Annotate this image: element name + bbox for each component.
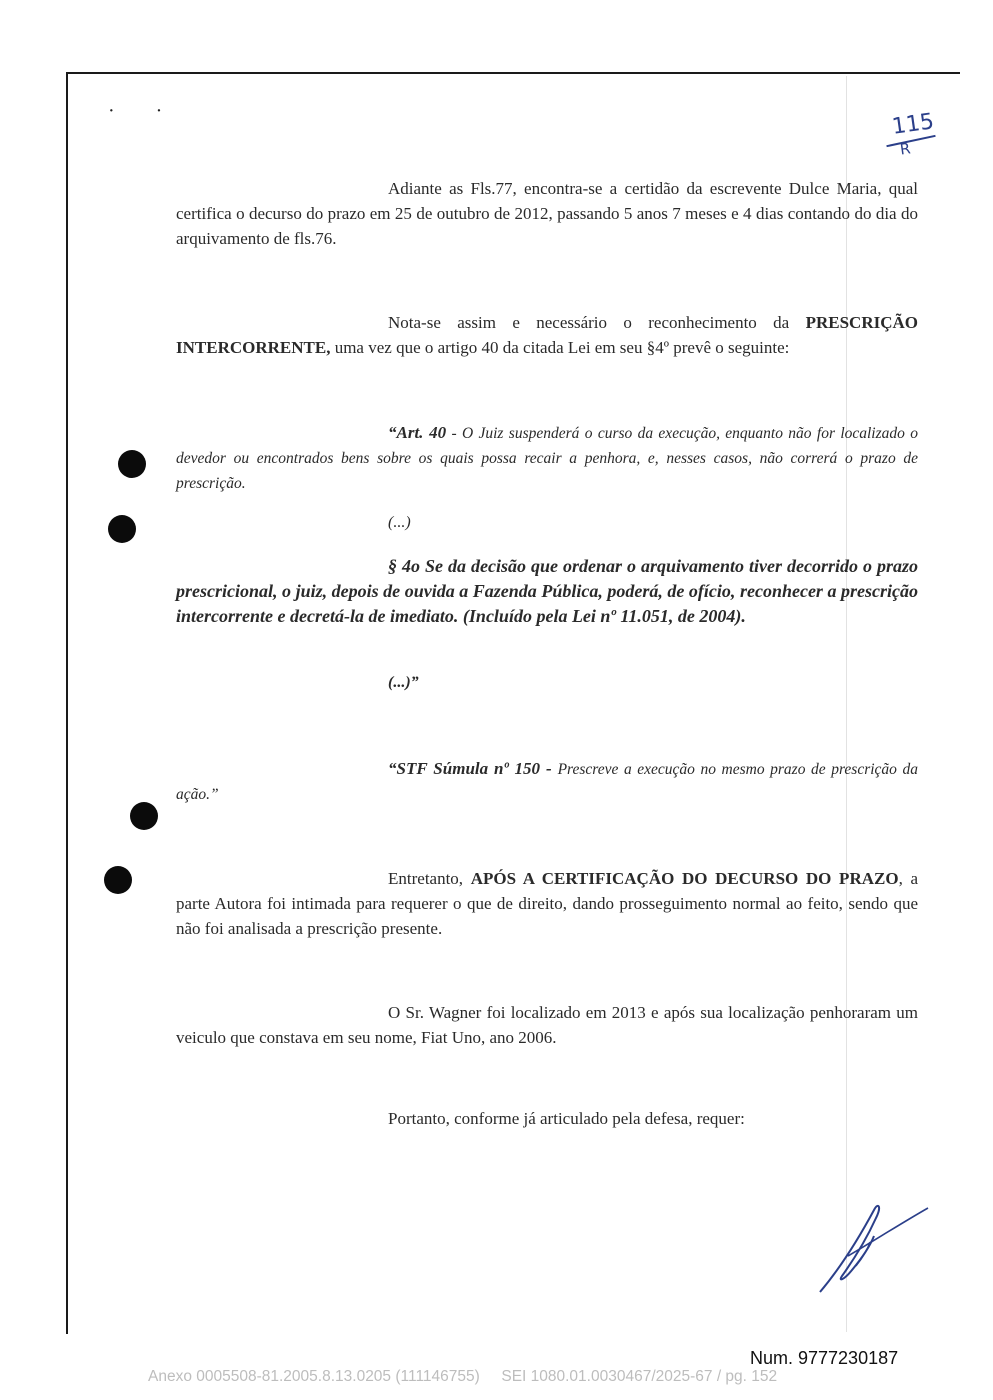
bold-term: APÓS A CERTIFICAÇÃO DO DECURSO DO PRAZO bbox=[470, 869, 899, 888]
text-span: Entretanto, bbox=[388, 869, 471, 888]
punch-hole bbox=[108, 515, 136, 543]
paragraph-text bbox=[176, 866, 918, 941]
quote-body: Prescreve a execução no mesmo prazo de prescrição da ação.” bbox=[176, 761, 918, 803]
paragraph-prescricao bbox=[176, 310, 918, 360]
quote-paragraph-4 bbox=[176, 554, 918, 629]
sei-reference: SEI 1080.01.0030467/2025-67 / pg. 152 bbox=[501, 1368, 778, 1385]
quote-text bbox=[176, 420, 918, 496]
punch-hole bbox=[130, 802, 158, 830]
page-border-left bbox=[66, 72, 68, 1334]
quote-heading: “Art. 40 bbox=[388, 423, 447, 442]
quote-sumula-150 bbox=[176, 756, 918, 807]
paragraph-entretanto bbox=[176, 866, 918, 941]
footer-reference bbox=[148, 1368, 777, 1386]
ellipsis: (...) bbox=[388, 514, 411, 531]
quote-text bbox=[176, 756, 918, 807]
text-span: Nota-se assim e necessário o reconhecimento da bbox=[388, 313, 806, 332]
quote-body: - O Juiz suspenderá o curso da execução, enquanto não for localizado o devedor ou encontrados bens sobre os quais possa recair a penhora, e, nesses casos, não correrá o prazo de prescrição. bbox=[176, 425, 918, 492]
paragraph-portanto bbox=[176, 1106, 918, 1131]
signature bbox=[812, 1196, 932, 1300]
paragraph-text: O Sr. Wagner foi localizado em 2013 e após sua localização penhoraram um veiculo que constava em seu nome, Fiat Uno, ano 2006. bbox=[176, 1003, 918, 1047]
paragraph-text bbox=[176, 310, 918, 360]
punch-hole bbox=[104, 866, 132, 894]
quote-text: § 4o Se da decisão que ordenar o arquivamento tiver decorrido o prazo prescricional, o juiz, depois de ouvida a Fazenda Pública, poderá, de ofício, reconhecer a prescrição intercorrente e decretá-la de imediato. (Incluído pela Lei nº 11.051, de 2004). bbox=[176, 556, 918, 626]
paragraph-wagner bbox=[176, 1000, 918, 1050]
paragraph-text: Portanto, conforme já articulado pela defesa, requer: bbox=[388, 1109, 745, 1128]
fold-line bbox=[846, 76, 847, 1332]
text-span: uma vez que o artigo 40 da citada Lei em seu §4º prevê o seguinte: bbox=[330, 338, 790, 357]
paragraph-text: Adiante as Fls.77, encontra-se a certidão da escrevente Dulce Maria, qual certifica o decurso do prazo em 25 de outubro de 2012, passando 5 anos 7 meses e 4 dias contando do dia do arquivamento de fls.76. bbox=[176, 179, 918, 248]
page-initials: R bbox=[898, 139, 912, 159]
scan-marks: · · bbox=[108, 100, 181, 122]
quote-art-40 bbox=[176, 420, 918, 496]
page-border-top bbox=[66, 72, 960, 74]
quote-heading: “STF Súmula nº 150 - bbox=[388, 759, 558, 778]
document-number: Num. 9777230187 bbox=[750, 1348, 899, 1368]
bold-term: PRESCRIÇÃO INTERCORRENTE, bbox=[176, 313, 918, 357]
punch-hole bbox=[118, 450, 146, 478]
ellipsis-close: (...)” bbox=[388, 674, 419, 691]
annex-reference: Anexo 0005508-81.2005.8.13.0205 (111146755) bbox=[148, 1368, 480, 1385]
page-number-text: 115 bbox=[890, 109, 936, 140]
text-span: , a parte Autora foi intimada para requerer o que de direito, dando prosseguimento normal ao feito, sendo que não foi analisada a prescrição presente. bbox=[176, 869, 919, 938]
paragraph-certidao bbox=[176, 176, 918, 251]
handwritten-page-number bbox=[886, 109, 942, 166]
